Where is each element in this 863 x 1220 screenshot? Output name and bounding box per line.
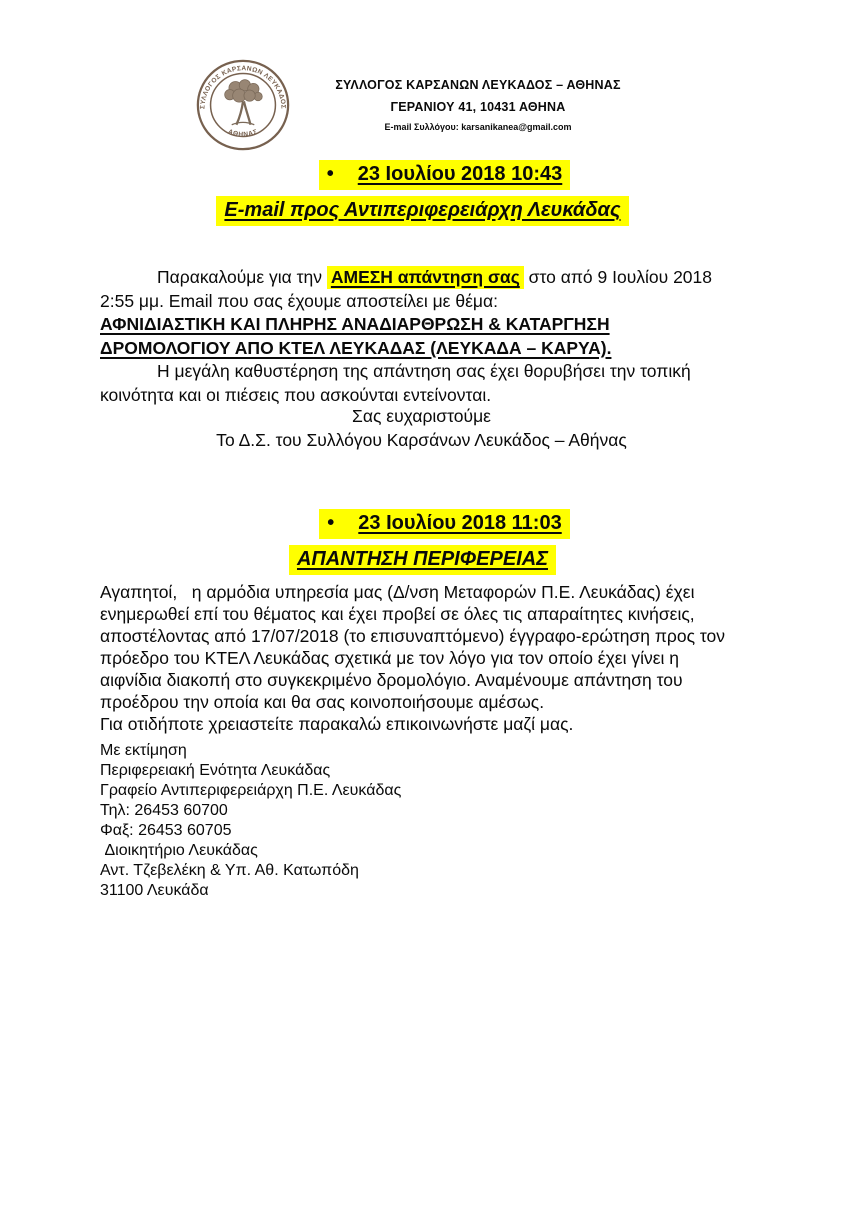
reply-date-heading-line	[13, 509, 863, 539]
signature-line: Τηλ: 26453 60700	[100, 802, 228, 819]
bullet-icon: •	[326, 163, 334, 185]
signature-line: 31100 Λευκάδα	[100, 882, 209, 899]
seal-bottom-text: ΑΘΗΝΑΣ	[227, 128, 259, 139]
signature-line: Με εκτίμηση	[100, 742, 187, 759]
letterhead	[318, 78, 638, 133]
email-date-heading-line	[13, 160, 863, 190]
request-lead: Παρακαλούμε για την	[157, 267, 327, 287]
org-address: ΓΕΡΑΝΙΟΥ 41, 10431 ΑΘΗΝΑ	[390, 100, 566, 114]
signature-line: Αντ. Τζεβελέκη & Υπ. Αθ. Κατωπόδη	[100, 862, 359, 879]
closing-sender: Το Δ.Σ. του Συλλόγου Καρσάνων Λευκάδος – Αθήνας	[216, 429, 627, 450]
reply-subtitle: ΑΠΑΝΤΗΣΗ ΠΕΡΙΦΕΡΕΙΑΣ	[296, 548, 548, 570]
email-closing	[100, 405, 743, 452]
reply-section-heading	[0, 509, 863, 581]
signature-line: Φαξ: 26453 60705	[100, 822, 232, 839]
seal-top-text: ΣΥΛΛΟΓΟΣ ΚΑΡΣΑΝΩΝ ΛΕΥΚΑΔΟΣ	[199, 65, 287, 110]
urgent-reply-highlight: ΑΜΕΣΗ απάντηση σας	[327, 266, 524, 289]
seal-graphic	[196, 58, 290, 152]
signature-block	[100, 741, 743, 901]
request-tail: στο από 9 Ιουλίου 2018 2:55 μμ. Email που σας έχουμε αποστείλει με θέμα:	[100, 267, 712, 311]
org-email-line: E-mail Συλλόγου: karsanikanea@gmail.com	[384, 122, 572, 132]
svg-text:ΑΘΗΝΑΣ	[227, 128, 259, 138]
signature-line: Γραφείο Αντιπεριφερειάρχη Π.Ε. Λευκάδας	[100, 782, 402, 799]
reply-contact-line: Για οτιδήποτε χρειαστείτε παρακαλώ επικοινωνήστε μαζί μας.	[100, 714, 574, 734]
bullet-icon: •	[327, 512, 335, 534]
email-date-heading: 23 Ιουλίου 2018 10:43	[357, 163, 563, 185]
signature-line: Περιφερειακή Ενότητα Λευκάδας	[100, 762, 331, 779]
org-name: ΣΥΛΛΟΓΟΣ ΚΑΡΣΑΝΩΝ ΛΕΥΚΑΔΟΣ – ΑΘΗΝΑΣ	[335, 78, 621, 92]
closing-thanks: Σας ευχαριστούμε	[352, 406, 491, 426]
delay-paragraph: Η μεγάλη καθυστέρηση της απάντηση σας έχει θορυβήσει την τοπική κοινότητα και οι πιέσεις που ασκούνται εντείνονται.	[100, 361, 691, 405]
reply-body-paragraph: Αγαπητοί, η αρμόδια υπηρεσία μας (Δ/νση Μεταφορών Π.Ε. Λευκάδας) έχει ενημερωθεί επί του θέματος και έχει προβεί σε όλες τις απαραίτητες κινήσεις, αποστέλοντας από 17/07/2018 (το επισυναπτόμενο) έγγραφο-ερώτηση προς τον πρόεδρο του ΚΤΕΛ Λευκάδας σχετικά με τον λόγο για τον οποίο έχει γίνει η αιφνίδια διακοπή στο συγκεκριμένο δρομολόγιο. Αναμένουμε απάντηση του προέδρου την οποία και θα σας κοινοποιήσουμε αμέσως.	[100, 582, 726, 712]
reply-subtitle-line	[0, 545, 854, 575]
email-subtitle-line	[0, 196, 854, 226]
olive-tree-icon	[225, 80, 263, 125]
club-seal-logo	[196, 58, 290, 152]
request-paragraph	[100, 266, 743, 313]
request-text-block	[100, 266, 743, 407]
reply-text-block	[100, 581, 743, 735]
email-subtitle: E-mail προς Αντιπεριφερειάρχη Λευκάδας	[224, 199, 621, 221]
signature-line: Διοικητήριο Λευκάδας	[100, 842, 258, 859]
email-section-heading	[0, 160, 863, 232]
email-subject-line: ΑΦΝΙΔΙΑΣΤΙΚΗ ΚΑΙ ΠΛΗΡΗΣ ΑΝΑΔΙΑΡΘΡΩΣΗ & ΚΑΤΑΡΓΗΣΗ ΔΡΟΜΟΛΟΓΙΟΥ ΑΠΟ ΚΤΕΛ ΛΕΥΚΑΔΑΣ (ΛΕΥΚΑΔΑ – ΚΑΡΥΑ).	[100, 314, 612, 358]
reply-date-heading: 23 Ιουλίου 2018 11:03	[358, 512, 562, 534]
